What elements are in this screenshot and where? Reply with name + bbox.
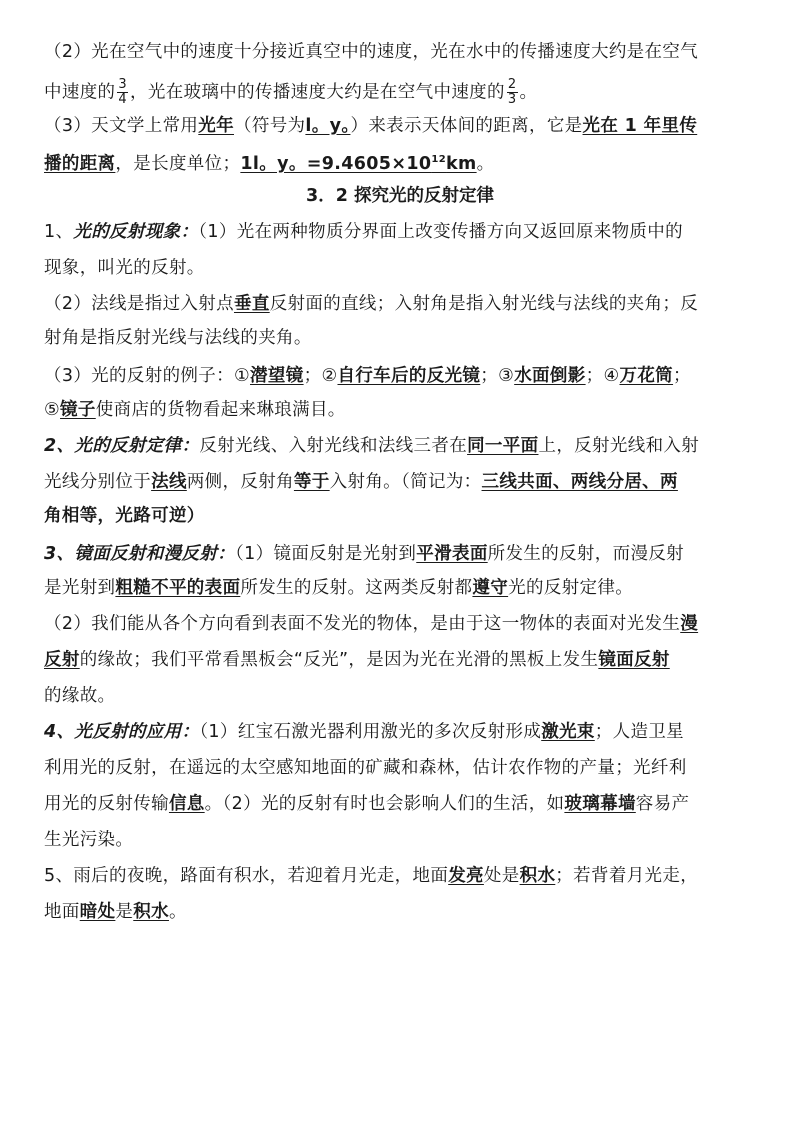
key-term: 激光束 bbox=[541, 722, 595, 742]
key-term: 遵守 bbox=[472, 578, 509, 598]
text: 所发生的反射。这两类反射都 bbox=[240, 578, 473, 598]
fraction-numerator: 3 bbox=[118, 77, 128, 92]
key-term: 光在 1 年里传 bbox=[582, 116, 698, 136]
text: （2）法线是指过入射点 bbox=[44, 294, 234, 314]
text-line-15 bbox=[44, 576, 758, 600]
key-term: 发亮 bbox=[448, 866, 484, 886]
key-term: 光年 bbox=[198, 116, 234, 136]
subheading: 4、光反射的应用： bbox=[44, 722, 200, 742]
fraction-denominator: 3 bbox=[507, 92, 517, 107]
key-term: 万花筒 bbox=[619, 366, 674, 386]
text: 射角是指反射光线与法线的夹角。 bbox=[44, 328, 312, 348]
key-term: 垂直 bbox=[233, 294, 270, 314]
text-line-7 bbox=[44, 292, 758, 316]
text: 的缘故；我们平常看黑板会“反光”，是因为光在光滑的黑板上发生 bbox=[79, 650, 599, 670]
fraction-3-4 bbox=[117, 78, 128, 107]
text: （1）镜面反射是光射到 bbox=[235, 544, 417, 564]
text: ，光在玻璃中的传播速度大约是在空气中速度的 bbox=[130, 82, 505, 103]
text: 利用光的反射，在遥远的太空感知地面的矿藏和森林，估计农作物的产量；光纤利 bbox=[44, 758, 687, 778]
text: ； bbox=[673, 366, 691, 386]
key-term: 积水 bbox=[133, 902, 169, 922]
key-term: 法线 bbox=[151, 472, 187, 492]
text: ；③ bbox=[480, 366, 515, 386]
text-line-9 bbox=[44, 364, 758, 388]
text: ；人造卫星 bbox=[594, 722, 685, 742]
key-term: 自行车后的反光镜 bbox=[337, 366, 481, 386]
exponent: 12 bbox=[431, 154, 447, 165]
text: 5、雨后的夜晚，路面有积水，若迎着月光走，地面 bbox=[44, 866, 449, 886]
key-term: 镜子 bbox=[60, 400, 96, 420]
text: 两侧，反射角 bbox=[186, 472, 294, 492]
subheading: 3、镜面反射和漫反射： bbox=[44, 544, 236, 564]
text: 用光的反射传输 bbox=[44, 794, 169, 814]
key-term: 角相等，光路可逆） bbox=[44, 506, 205, 526]
text: 现象，叫光的反射。 bbox=[44, 258, 205, 278]
text: 生光污染。 bbox=[44, 830, 134, 850]
text: ；② bbox=[303, 366, 338, 386]
key-term: 潜望镜 bbox=[250, 366, 304, 386]
text: ；若背着月光走， bbox=[555, 866, 699, 886]
fraction-2-3 bbox=[507, 78, 518, 107]
text-line-1 bbox=[44, 40, 758, 64]
text: 反射面的直线；入射角是指入射光线与法线的夹角；反 bbox=[269, 294, 699, 314]
key-term: 粗糙不平的表面 bbox=[115, 578, 241, 598]
key-term: 水面倒影 bbox=[514, 366, 586, 386]
text-line-5 bbox=[44, 220, 758, 244]
text-line-24 bbox=[44, 900, 758, 924]
text-line-3 bbox=[44, 114, 758, 138]
text: 中速度的 bbox=[44, 82, 116, 103]
key-term: 平滑表面 bbox=[416, 544, 488, 564]
text-line-13 bbox=[44, 504, 758, 528]
key-term: l。y。 bbox=[305, 116, 351, 136]
text-line-2 bbox=[44, 78, 758, 107]
text-line-11 bbox=[44, 434, 758, 458]
text: （3）天文学上常用 bbox=[44, 116, 199, 136]
text-line-16 bbox=[44, 612, 758, 636]
text: 地面 bbox=[44, 902, 80, 922]
text: 使商店的货物看起来琳琅满目。 bbox=[95, 400, 346, 420]
text: 上，反射光线和入射 bbox=[538, 436, 700, 456]
text: 的缘故。 bbox=[44, 686, 116, 706]
text: （1）光在两种物质分界面上改变传播方向又返回原来物质中的 bbox=[198, 222, 683, 242]
text: 。 bbox=[476, 153, 495, 174]
text-line-19 bbox=[44, 720, 758, 744]
text: 容易产 bbox=[635, 794, 690, 814]
text-line-20 bbox=[44, 756, 758, 780]
text: 光的反射定律。 bbox=[508, 578, 634, 598]
text: ，是长度单位； bbox=[115, 153, 241, 174]
key-term: 播的距离 bbox=[44, 153, 116, 174]
text: 。 bbox=[519, 82, 538, 103]
key-term: 信息 bbox=[168, 794, 205, 814]
key-term: 玻璃幕墙 bbox=[564, 794, 636, 814]
formula-text: 1l。y。=9.4605×10 bbox=[240, 153, 432, 174]
text-line-22 bbox=[44, 828, 758, 852]
fraction-numerator: 2 bbox=[507, 77, 517, 92]
text-line-17 bbox=[44, 648, 758, 672]
text: ；④ bbox=[585, 366, 620, 386]
text-line-18 bbox=[44, 684, 758, 708]
text-line-23 bbox=[44, 864, 758, 888]
key-term: 反射 bbox=[44, 650, 80, 670]
text-line-14 bbox=[44, 542, 758, 566]
text: （符号为 bbox=[234, 116, 306, 136]
fraction-denominator: 4 bbox=[118, 92, 128, 107]
text: 反射光线、入射光线和法线三者在 bbox=[199, 436, 468, 456]
text: 。 bbox=[168, 902, 187, 922]
text: （3）光的反射的例子：① bbox=[44, 366, 251, 386]
text: 处是 bbox=[483, 866, 520, 886]
key-term: 暗处 bbox=[79, 902, 116, 922]
unit: km bbox=[446, 153, 477, 174]
text: 入射角。（简记为： bbox=[329, 472, 482, 492]
text-line-6 bbox=[44, 256, 758, 280]
key-term: 三线共面、两线分居、两 bbox=[481, 472, 678, 492]
text: 所发生的反射，而漫反射 bbox=[487, 544, 685, 564]
key-term: 同一平面 bbox=[467, 436, 539, 456]
text: （2）光在空气中的速度十分接近真空中的速度，光在水中的传播速度大约是在空气 bbox=[44, 42, 699, 62]
key-term: 漫 bbox=[680, 614, 699, 634]
text: （1）红宝石激光器利用激光的多次反射形成 bbox=[199, 722, 542, 742]
text: 1、 bbox=[44, 222, 74, 242]
key-term-formula bbox=[240, 154, 476, 174]
key-term: 镜面反射 bbox=[598, 650, 670, 670]
text: 是 bbox=[115, 902, 134, 922]
text: 光线分别位于 bbox=[44, 472, 152, 492]
text-line-21 bbox=[44, 792, 758, 816]
text: 。（2）光的反射有时也会影响人们的生活，如 bbox=[204, 794, 565, 814]
subheading: 光的反射现象： bbox=[73, 222, 199, 242]
text: ⑤ bbox=[44, 400, 61, 420]
text: （2）我们能从各个方向看到表面不发光的物体，是由于这一物体的表面对光发生 bbox=[44, 614, 681, 634]
key-term: 等于 bbox=[293, 472, 330, 492]
text-line-10 bbox=[44, 398, 758, 422]
text: ）来表示天体间的距离，它是 bbox=[350, 116, 583, 136]
text: 是光射到 bbox=[44, 578, 116, 598]
section-heading: 3．2 探究光的反射定律 bbox=[306, 186, 494, 206]
text-line-8 bbox=[44, 326, 758, 350]
subheading: 2、光的反射定律： bbox=[44, 436, 200, 456]
text-line-12 bbox=[44, 470, 758, 494]
text-line-4 bbox=[44, 148, 758, 176]
key-term: 积水 bbox=[519, 866, 556, 886]
